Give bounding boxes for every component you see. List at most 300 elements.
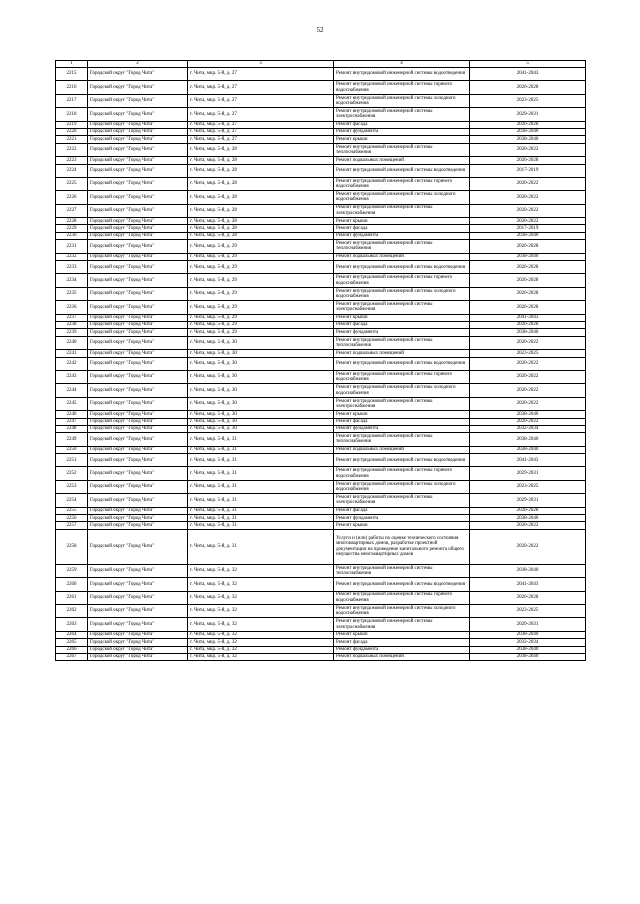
row-number-cell: 2246 xyxy=(56,411,88,418)
address-cell: г. Чита, мкр. 5-й, д. 29 xyxy=(188,329,334,336)
address-cell: г. Чита, мкр. 5-й, д. 31 xyxy=(188,446,334,453)
address-cell: г. Чита, мкр. 5-й, д. 31 xyxy=(188,467,334,480)
address-cell: г. Чита, мкр. 5-й, д. 30 xyxy=(188,357,334,370)
row-number-cell: 2226 xyxy=(56,191,88,204)
work-type-cell: Услуги и (или) работы по оценке технического состояния многоквартирных домов, разработке проектной документации на проведение капитального ремонта общего имущества многоквартирных домов xyxy=(334,529,470,564)
period-cell: 2038-2040 xyxy=(470,253,586,260)
table-row xyxy=(56,446,586,453)
municipality-cell: Городской округ "Город Чита" xyxy=(88,94,188,107)
row-number-cell: 2231 xyxy=(56,240,88,253)
work-type-cell: Ремонт внутридомовой инженерной системы горячего водоснабжения xyxy=(334,274,470,287)
period-cell: 2026-2028 xyxy=(470,274,586,287)
period-cell: 2041-2043 xyxy=(470,578,586,591)
municipality-cell: Городской округ "Город Чита" xyxy=(88,425,188,432)
period-cell: 2032-2034 xyxy=(470,425,586,432)
work-type-cell: Ремонт внутридомовой инженерной системы электроснабжения xyxy=(334,108,470,121)
row-number-cell: 2234 xyxy=(56,274,88,287)
address-cell: г. Чита, мкр. 5-й, д. 29 xyxy=(188,253,334,260)
municipality-cell: Городской округ "Город Чита" xyxy=(88,253,188,260)
municipality-cell: Городской округ "Город Чита" xyxy=(88,480,188,493)
period-cell: 2026-2028 xyxy=(470,157,586,164)
table-row xyxy=(56,454,586,467)
row-number-cell: 2240 xyxy=(56,336,88,349)
period-cell: 2020-2022 xyxy=(470,384,586,397)
table-row xyxy=(56,515,586,522)
row-number-cell: 2232 xyxy=(56,253,88,260)
period-cell: 2038-2040 xyxy=(470,446,586,453)
municipality-cell: Городской округ "Город Чита" xyxy=(88,578,188,591)
table-row xyxy=(56,121,586,128)
row-number-cell: 2261 xyxy=(56,591,88,604)
row-number-cell: 2235 xyxy=(56,287,88,300)
address-cell: г. Чита, мкр. 5-й, д. 31 xyxy=(188,522,334,529)
row-number-cell: 2218 xyxy=(56,108,88,121)
municipality-cell: Городской округ "Город Чита" xyxy=(88,329,188,336)
period-cell: 2020-2022 xyxy=(470,529,586,564)
period-cell: 2038-2040 xyxy=(470,564,586,577)
municipality-cell: Городской округ "Город Чита" xyxy=(88,240,188,253)
address-cell: г. Чита, мкр. 5-й, д. 32 xyxy=(188,631,334,638)
period-cell: 2032-2034 xyxy=(470,639,586,646)
row-number-cell: 2215 xyxy=(56,68,88,81)
work-type-cell: Ремонт фасада xyxy=(334,321,470,328)
work-type-cell: Ремонт внутридомовой инженерной системы теплоснабжения xyxy=(334,240,470,253)
address-cell: г. Чита, мкр. 5-й, д. 30 xyxy=(188,336,334,349)
municipality-cell: Городской округ "Город Чита" xyxy=(88,507,188,514)
period-cell: 2041-2043 xyxy=(470,314,586,321)
period-cell: 2038-2040 xyxy=(470,128,586,135)
table-row xyxy=(56,618,586,631)
period-cell: 2020-2022 xyxy=(470,522,586,529)
table-row xyxy=(56,94,586,107)
municipality-cell: Городской округ "Город Чита" xyxy=(88,604,188,617)
work-type-cell: Ремонт крыши xyxy=(334,411,470,418)
work-type-cell: Ремонт внутридомовой инженерной системы электроснабжения xyxy=(334,397,470,410)
address-cell: г. Чита, мкр. 5-й, д. 31 xyxy=(188,507,334,514)
work-type-cell: Ремонт крыши xyxy=(334,314,470,321)
work-type-cell: Ремонт внутридомовой инженерной системы электроснабжения xyxy=(334,618,470,631)
row-number-cell: 2267 xyxy=(56,653,88,660)
work-type-cell: Ремонт подвальных помещений xyxy=(334,157,470,164)
municipality-cell: Городской округ "Город Чита" xyxy=(88,204,188,217)
row-number-cell: 2221 xyxy=(56,136,88,143)
work-type-cell: Ремонт внутридомовой инженерной системы водоотведения xyxy=(334,68,470,81)
municipality-cell: Городской округ "Город Чита" xyxy=(88,384,188,397)
table-row xyxy=(56,164,586,177)
municipality-cell: Городской округ "Город Чита" xyxy=(88,631,188,638)
work-type-cell: Ремонт фасада xyxy=(334,507,470,514)
table-row xyxy=(56,314,586,321)
address-cell: г. Чита, мкр. 5-й, д. 28 xyxy=(188,177,334,190)
address-cell: г. Чита, мкр. 5-й, д. 29 xyxy=(188,314,334,321)
municipality-cell: Городской округ "Город Чита" xyxy=(88,108,188,121)
address-cell: г. Чита, мкр. 5-й, д. 29 xyxy=(188,274,334,287)
work-type-cell: Ремонт внутридомовой инженерной системы водоотведения xyxy=(334,578,470,591)
address-cell: г. Чита, мкр. 5-й, д. 30 xyxy=(188,418,334,425)
work-type-cell: Ремонт фасада xyxy=(334,121,470,128)
table-row xyxy=(56,240,586,253)
municipality-cell: Городской округ "Город Чита" xyxy=(88,357,188,370)
table-row xyxy=(56,321,586,328)
address-cell: г. Чита, мкр. 5-й, д. 32 xyxy=(188,591,334,604)
row-number-cell: 2228 xyxy=(56,218,88,225)
header-cell: 2 xyxy=(88,61,188,68)
work-type-cell: Ремонт внутридомовой инженерной системы теплоснабжения xyxy=(334,564,470,577)
address-cell: г. Чита, мкр. 5-й, д. 32 xyxy=(188,604,334,617)
table-row xyxy=(56,564,586,577)
work-type-cell: Ремонт фундамента xyxy=(334,515,470,522)
work-type-cell: Ремонт фасада xyxy=(334,639,470,646)
address-cell: г. Чита, мкр. 5-й, д. 31 xyxy=(188,433,334,446)
municipality-cell: Городской округ "Город Чита" xyxy=(88,287,188,300)
table-row xyxy=(56,225,586,232)
work-type-cell: Ремонт крыши xyxy=(334,136,470,143)
period-cell: 2041-2043 xyxy=(470,454,586,467)
row-number-cell: 2255 xyxy=(56,507,88,514)
municipality-cell: Городской округ "Город Чита" xyxy=(88,522,188,529)
table-row xyxy=(56,350,586,357)
address-cell: г. Чита, мкр. 5-й, д. 31 xyxy=(188,529,334,564)
row-number-cell: 2237 xyxy=(56,314,88,321)
period-cell: 2026-2028 xyxy=(470,321,586,328)
municipality-cell: Городской округ "Город Чита" xyxy=(88,314,188,321)
table-row xyxy=(56,631,586,638)
address-cell: г. Чита, мкр. 5-й, д. 31 xyxy=(188,480,334,493)
address-cell: г. Чита, мкр. 5-й, д. 32 xyxy=(188,564,334,577)
address-cell: г. Чита, мкр. 5-й, д. 27 xyxy=(188,136,334,143)
table-row xyxy=(56,253,586,260)
row-number-cell: 2253 xyxy=(56,480,88,493)
period-cell: 2020-2022 xyxy=(470,177,586,190)
address-cell: г. Чита, мкр. 5-й, д. 30 xyxy=(188,350,334,357)
table-row xyxy=(56,418,586,425)
work-type-cell: Ремонт внутридомовой инженерной системы холодного водоснабжения xyxy=(334,480,470,493)
address-cell: г. Чита, мкр. 5-й, д. 28 xyxy=(188,164,334,177)
municipality-cell: Городской округ "Город Чита" xyxy=(88,653,188,660)
municipality-cell: Городской округ "Город Чита" xyxy=(88,177,188,190)
work-type-cell: Ремонт внутридомовой инженерной системы водоотведения xyxy=(334,454,470,467)
address-cell: г. Чита, мкр. 5-й, д. 28 xyxy=(188,143,334,156)
period-cell: 2023-2025 xyxy=(470,350,586,357)
address-cell: г. Чита, мкр. 5-й, д. 31 xyxy=(188,494,334,507)
row-number-cell: 2251 xyxy=(56,454,88,467)
row-number-cell: 2265 xyxy=(56,639,88,646)
municipality-cell: Городской округ "Город Чита" xyxy=(88,301,188,314)
address-cell: г. Чита, мкр. 5-й, д. 27 xyxy=(188,68,334,81)
municipality-cell: Городской округ "Город Чита" xyxy=(88,321,188,328)
work-type-cell: Ремонт подвальных помещений xyxy=(334,253,470,260)
work-type-cell: Ремонт внутридомовой инженерной системы горячего водоснабжения xyxy=(334,177,470,190)
address-cell: г. Чита, мкр. 5-й, д. 30 xyxy=(188,384,334,397)
work-type-cell: Ремонт внутридомовой инженерной системы холодного водоснабжения xyxy=(334,384,470,397)
table-row xyxy=(56,204,586,217)
work-type-cell: Ремонт внутридомовой инженерной системы электроснабжения xyxy=(334,301,470,314)
municipality-cell: Городской округ "Город Чита" xyxy=(88,218,188,225)
address-cell: г. Чита, мкр. 5-й, д. 31 xyxy=(188,515,334,522)
table-row xyxy=(56,81,586,94)
table-row xyxy=(56,604,586,617)
table-row xyxy=(56,578,586,591)
work-type-cell: Ремонт подвальных помещений xyxy=(334,350,470,357)
row-number-cell: 2242 xyxy=(56,357,88,370)
municipality-cell: Городской округ "Город Чита" xyxy=(88,225,188,232)
municipality-cell: Городской округ "Город Чита" xyxy=(88,639,188,646)
header-cell: 3 xyxy=(188,61,334,68)
work-type-cell: Ремонт крыши xyxy=(334,522,470,529)
address-cell: г. Чита, мкр. 5-й, д. 28 xyxy=(188,232,334,239)
work-type-cell: Ремонт фасада xyxy=(334,418,470,425)
municipality-cell: Городской округ "Город Чита" xyxy=(88,274,188,287)
municipality-cell: Городской округ "Город Чита" xyxy=(88,350,188,357)
work-type-cell: Ремонт внутридомовой инженерной системы холодного водоснабжения xyxy=(334,191,470,204)
period-cell: 2026-2028 xyxy=(470,591,586,604)
municipality-cell: Городской округ "Город Чита" xyxy=(88,494,188,507)
row-number-cell: 2219 xyxy=(56,121,88,128)
row-number-cell: 2264 xyxy=(56,631,88,638)
municipality-cell: Городской округ "Город Чита" xyxy=(88,418,188,425)
table-row xyxy=(56,411,586,418)
period-cell: 2026-2028 xyxy=(470,261,586,274)
address-cell: г. Чита, мкр. 5-й, д. 27 xyxy=(188,81,334,94)
table-row xyxy=(56,329,586,336)
municipality-cell: Городской округ "Город Чита" xyxy=(88,397,188,410)
address-cell: г. Чита, мкр. 5-й, д. 31 xyxy=(188,454,334,467)
table-row xyxy=(56,218,586,225)
address-cell: г. Чита, мкр. 5-й, д. 29 xyxy=(188,240,334,253)
table-row xyxy=(56,646,586,653)
period-cell: 2038-2040 xyxy=(470,433,586,446)
table-row xyxy=(56,653,586,660)
address-cell: г. Чита, мкр. 5-й, д. 28 xyxy=(188,157,334,164)
address-cell: г. Чита, мкр. 5-й, д. 32 xyxy=(188,653,334,660)
work-type-cell: Ремонт внутридомовой инженерной системы электроснабжения xyxy=(334,494,470,507)
table-row xyxy=(56,274,586,287)
table-row xyxy=(56,522,586,529)
municipality-cell: Городской округ "Город Чита" xyxy=(88,591,188,604)
row-number-cell: 2236 xyxy=(56,301,88,314)
municipality-cell: Городской округ "Город Чита" xyxy=(88,232,188,239)
period-cell: 2038-2040 xyxy=(470,515,586,522)
work-type-cell: Ремонт крыши xyxy=(334,218,470,225)
row-number-cell: 2245 xyxy=(56,397,88,410)
table-row xyxy=(56,108,586,121)
row-number-cell: 2256 xyxy=(56,515,88,522)
table-row xyxy=(56,433,586,446)
work-type-cell: Ремонт внутридомовой инженерной системы теплоснабжения xyxy=(334,433,470,446)
work-type-cell: Ремонт фундамента xyxy=(334,646,470,653)
table-row xyxy=(56,143,586,156)
period-cell: 2020-2022 xyxy=(470,143,586,156)
row-number-cell: 2220 xyxy=(56,128,88,135)
work-type-cell: Ремонт внутридомовой инженерной системы электроснабжения xyxy=(334,204,470,217)
period-cell: 2026-2028 xyxy=(470,81,586,94)
municipality-cell: Городской округ "Город Чита" xyxy=(88,370,188,383)
period-cell: 2020-2022 xyxy=(470,204,586,217)
municipality-cell: Городской округ "Город Чита" xyxy=(88,433,188,446)
row-number-cell: 2223 xyxy=(56,157,88,164)
header-cell: 5 xyxy=(470,61,586,68)
table-row xyxy=(56,494,586,507)
row-number-cell: 2217 xyxy=(56,94,88,107)
work-type-cell: Ремонт внутридомовой инженерной системы горячего водоснабжения xyxy=(334,81,470,94)
period-cell: 2017-2019 xyxy=(470,164,586,177)
table-row xyxy=(56,287,586,300)
work-type-cell: Ремонт внутридомовой инженерной системы теплоснабжения xyxy=(334,336,470,349)
row-number-cell: 2258 xyxy=(56,529,88,564)
municipality-cell: Городской округ "Город Чита" xyxy=(88,191,188,204)
municipality-cell: Городской округ "Город Чита" xyxy=(88,467,188,480)
period-cell: 2023-2025 xyxy=(470,480,586,493)
work-type-cell: Ремонт фундамента xyxy=(334,232,470,239)
row-number-cell: 2257 xyxy=(56,522,88,529)
address-cell: г. Чита, мкр. 5-й, д. 32 xyxy=(188,639,334,646)
address-cell: г. Чита, мкр. 5-й, д. 32 xyxy=(188,618,334,631)
table-row xyxy=(56,232,586,239)
work-type-cell: Ремонт подвальных помещений xyxy=(334,653,470,660)
address-cell: г. Чита, мкр. 5-й, д. 32 xyxy=(188,578,334,591)
address-cell: г. Чита, мкр. 5-й, д. 27 xyxy=(188,121,334,128)
period-cell: 2020-2022 xyxy=(470,191,586,204)
address-cell: г. Чита, мкр. 5-й, д. 27 xyxy=(188,108,334,121)
table-row xyxy=(56,336,586,349)
period-cell: 2029-2031 xyxy=(470,618,586,631)
work-type-cell: Ремонт фундамента xyxy=(334,425,470,432)
period-cell: 2020-2022 xyxy=(470,418,586,425)
municipality-cell: Городской округ "Город Чита" xyxy=(88,618,188,631)
period-cell: 2026-2028 xyxy=(470,121,586,128)
row-number-cell: 2233 xyxy=(56,261,88,274)
work-type-cell: Ремонт внутридомовой инженерной системы холодного водоснабжения xyxy=(334,287,470,300)
municipality-cell: Городской округ "Город Чита" xyxy=(88,164,188,177)
period-cell: 2023-2025 xyxy=(470,604,586,617)
table-row xyxy=(56,425,586,432)
period-cell: 2020-2022 xyxy=(470,370,586,383)
row-number-cell: 2225 xyxy=(56,177,88,190)
table-row xyxy=(56,467,586,480)
row-number-cell: 2252 xyxy=(56,467,88,480)
address-cell: г. Чита, мкр. 5-й, д. 30 xyxy=(188,370,334,383)
period-cell: 2017-2019 xyxy=(470,225,586,232)
table-row xyxy=(56,507,586,514)
period-cell: 2020-2022 xyxy=(470,357,586,370)
address-cell: г. Чита, мкр. 5-й, д. 27 xyxy=(188,94,334,107)
row-number-cell: 2216 xyxy=(56,81,88,94)
address-cell: г. Чита, мкр. 5-й, д. 28 xyxy=(188,218,334,225)
address-cell: г. Чита, мкр. 5-й, д. 30 xyxy=(188,411,334,418)
municipality-cell: Городской округ "Город Чита" xyxy=(88,68,188,81)
row-number-cell: 2243 xyxy=(56,370,88,383)
municipality-cell: Городской округ "Город Чита" xyxy=(88,136,188,143)
period-cell: 2038-2040 xyxy=(470,329,586,336)
period-cell: 2038-2040 xyxy=(470,232,586,239)
work-type-cell: Ремонт внутридомовой инженерной системы горячего водоснабжения xyxy=(334,467,470,480)
period-cell: 2038-2040 xyxy=(470,136,586,143)
row-number-cell: 2248 xyxy=(56,425,88,432)
address-cell: г. Чита, мкр. 5-й, д. 30 xyxy=(188,425,334,432)
table-row xyxy=(56,68,586,81)
address-cell: г. Чита, мкр. 5-й, д. 30 xyxy=(188,397,334,410)
municipality-cell: Городской округ "Город Чита" xyxy=(88,261,188,274)
work-type-cell: Ремонт фундамента xyxy=(334,128,470,135)
row-number-cell: 2254 xyxy=(56,494,88,507)
row-number-cell: 2263 xyxy=(56,618,88,631)
period-cell: 2038-2040 xyxy=(470,411,586,418)
municipality-cell: Городской округ "Город Чита" xyxy=(88,646,188,653)
work-type-cell: Ремонт внутридомовой инженерной системы водоотведения xyxy=(334,261,470,274)
header-cell: 4 xyxy=(334,61,470,68)
address-cell: г. Чита, мкр. 5-й, д. 29 xyxy=(188,261,334,274)
address-cell: г. Чита, мкр. 5-й, д. 29 xyxy=(188,301,334,314)
header-cell: 1 xyxy=(56,61,88,68)
row-number-cell: 2247 xyxy=(56,418,88,425)
period-cell: 2026-2028 xyxy=(470,301,586,314)
period-cell: 2026-2028 xyxy=(470,287,586,300)
work-type-cell: Ремонт внутридомовой инженерной системы водоотведения xyxy=(334,357,470,370)
page-number: 52 xyxy=(316,26,324,34)
table-row xyxy=(56,529,586,564)
works-table-body xyxy=(56,61,586,661)
municipality-cell: Городской округ "Город Чита" xyxy=(88,128,188,135)
table-row xyxy=(56,301,586,314)
municipality-cell: Городской округ "Город Чита" xyxy=(88,336,188,349)
row-number-cell: 2250 xyxy=(56,446,88,453)
period-cell: 2041-2043 xyxy=(470,68,586,81)
table-row xyxy=(56,357,586,370)
table-row xyxy=(56,136,586,143)
row-number-cell: 2224 xyxy=(56,164,88,177)
work-type-cell: Ремонт внутридомовой инженерной системы водоотведения xyxy=(334,164,470,177)
row-number-cell: 2238 xyxy=(56,321,88,328)
table-row xyxy=(56,177,586,190)
row-number-cell: 2244 xyxy=(56,384,88,397)
work-type-cell: Ремонт крыши xyxy=(334,631,470,638)
row-number-cell: 2227 xyxy=(56,204,88,217)
address-cell: г. Чита, мкр. 5-й, д. 29 xyxy=(188,287,334,300)
address-cell: г. Чита, мкр. 5-й, д. 27 xyxy=(188,128,334,135)
row-number-cell: 2249 xyxy=(56,433,88,446)
row-number-cell: 2230 xyxy=(56,232,88,239)
period-cell: 2038-2040 xyxy=(470,631,586,638)
table-row xyxy=(56,128,586,135)
work-type-cell: Ремонт фундамента xyxy=(334,329,470,336)
row-number-cell: 2260 xyxy=(56,578,88,591)
work-type-cell: Ремонт подвальных помещений xyxy=(334,446,470,453)
municipality-cell: Городской округ "Город Чита" xyxy=(88,564,188,577)
municipality-cell: Городской округ "Город Чита" xyxy=(88,143,188,156)
table-row xyxy=(56,639,586,646)
municipality-cell: Городской округ "Город Чита" xyxy=(88,446,188,453)
work-type-cell: Ремонт внутридомовой инженерной системы горячего водоснабжения xyxy=(334,370,470,383)
municipality-cell: Городской округ "Город Чита" xyxy=(88,515,188,522)
table-row xyxy=(56,191,586,204)
municipality-cell: Городской округ "Город Чита" xyxy=(88,121,188,128)
period-cell: 2023-2025 xyxy=(470,94,586,107)
table-row xyxy=(56,384,586,397)
row-number-cell: 2262 xyxy=(56,604,88,617)
address-cell: г. Чита, мкр. 5-й, д. 32 xyxy=(188,646,334,653)
period-cell: 2020-2022 xyxy=(470,397,586,410)
municipality-cell: Городской округ "Город Чита" xyxy=(88,157,188,164)
period-cell: 2026-2028 xyxy=(470,507,586,514)
table-row xyxy=(56,261,586,274)
table-row xyxy=(56,370,586,383)
row-number-cell: 2259 xyxy=(56,564,88,577)
table-row xyxy=(56,397,586,410)
municipality-cell: Городской округ "Город Чита" xyxy=(88,411,188,418)
period-cell: 2029-2031 xyxy=(470,467,586,480)
row-number-cell: 2266 xyxy=(56,646,88,653)
address-cell: г. Чита, мкр. 5-й, д. 28 xyxy=(188,225,334,232)
